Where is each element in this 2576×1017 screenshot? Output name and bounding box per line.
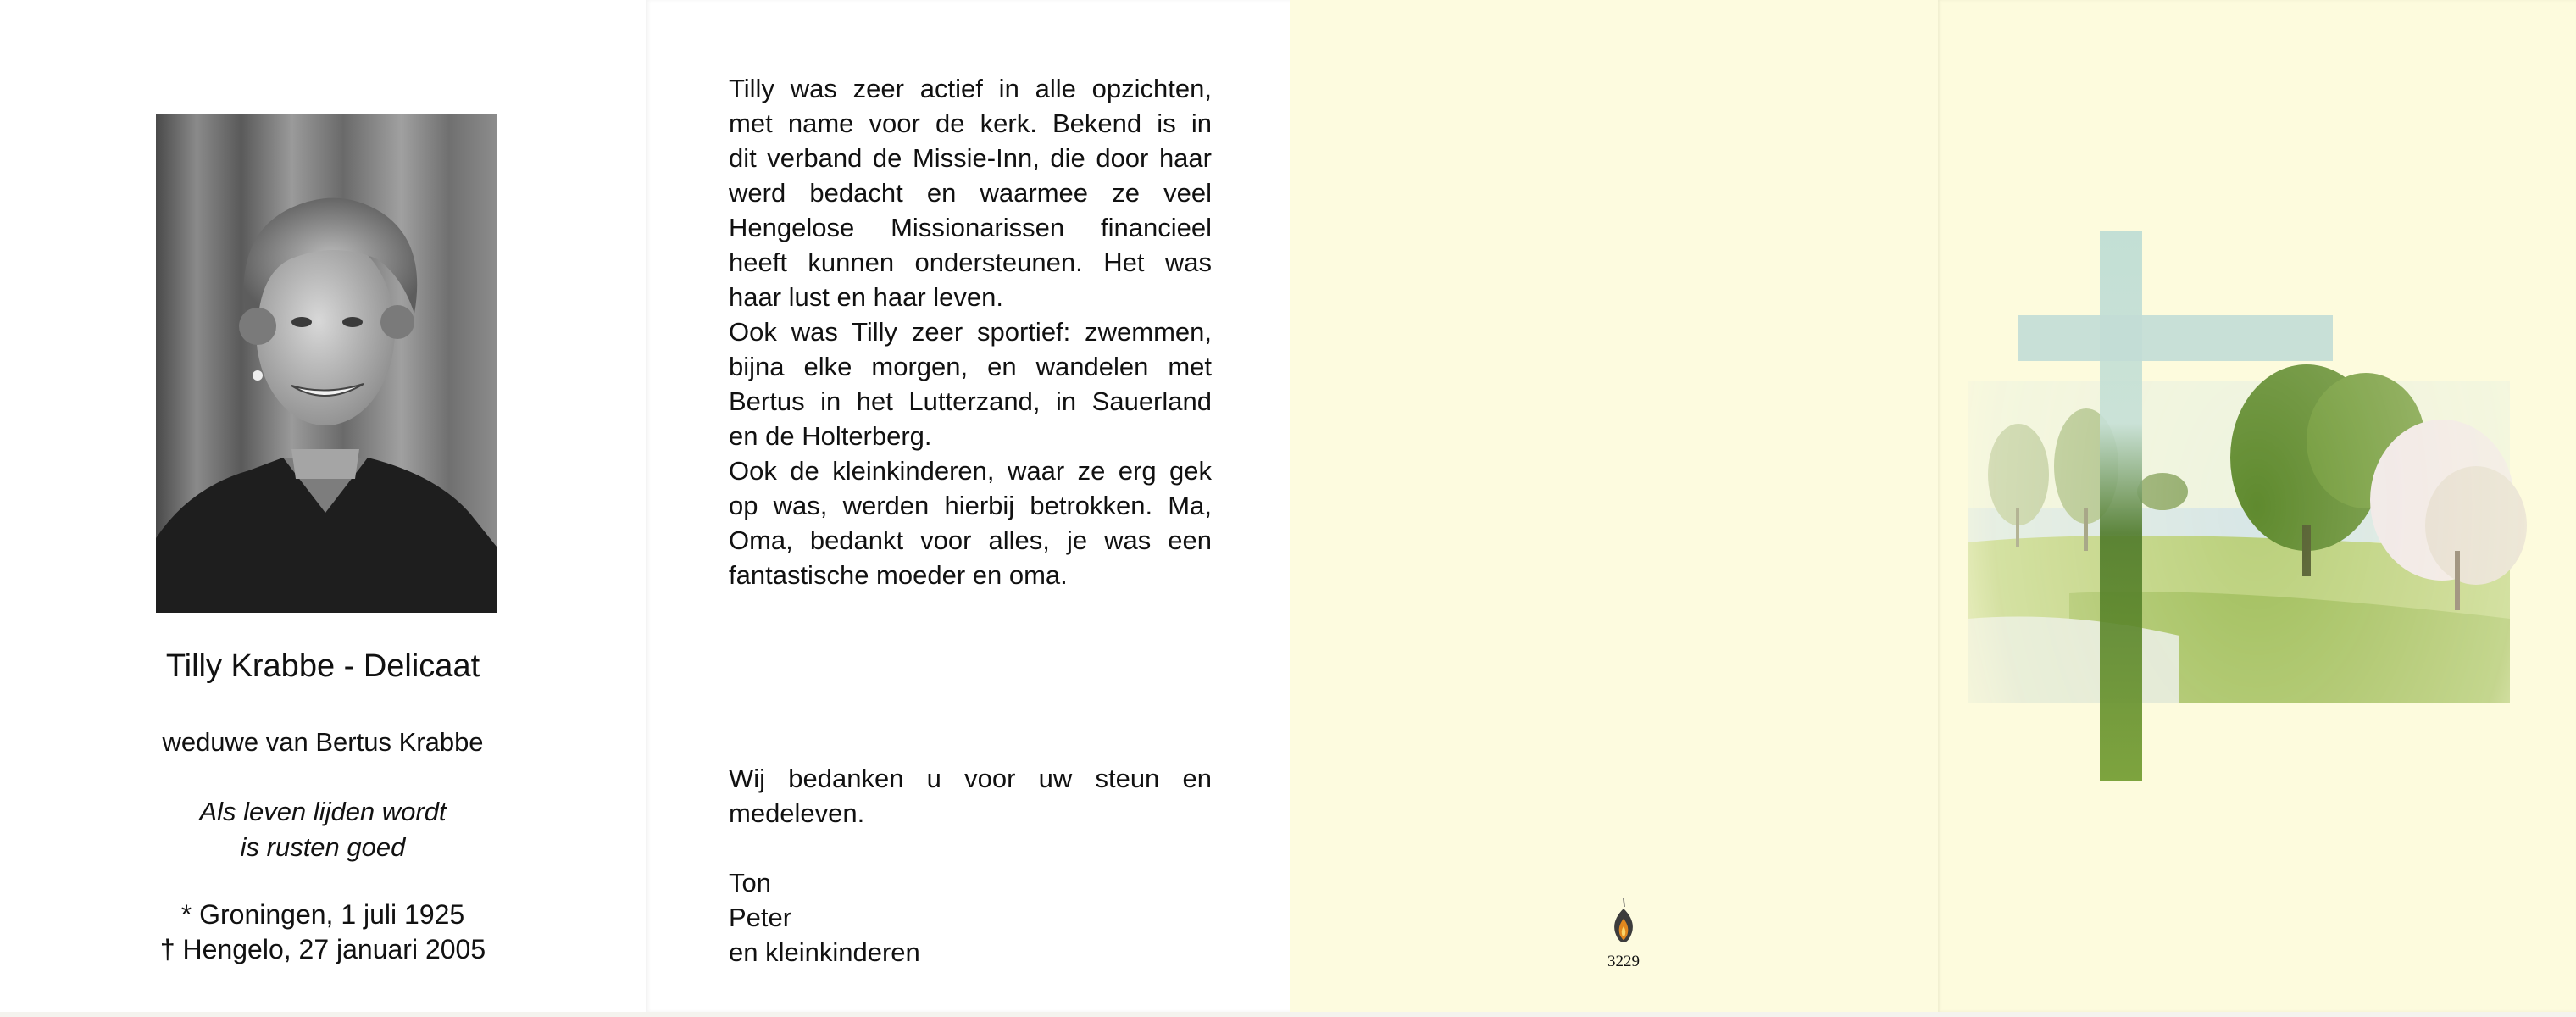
thanks-block xyxy=(729,761,1212,831)
cross-landscape xyxy=(1938,0,2576,1012)
birth-date: * Groningen, 1 juli 1925 xyxy=(180,899,465,930)
motto-line-1: Als leven lijden wordt xyxy=(199,797,447,826)
thanks-line-2: medeleven. xyxy=(729,798,865,828)
text-line: heeft kunnen ondersteunen. Het was xyxy=(729,247,1212,277)
text-line: Ook de kleinkinderen, waar ze erg gek xyxy=(729,456,1212,486)
back-panel xyxy=(1290,0,1938,1012)
tribute-paragraph xyxy=(729,71,1212,592)
text-line: bijna elke morgen, en wandelen met xyxy=(729,352,1212,381)
widow-of-text: weduwe van Bertus Krabbe xyxy=(162,727,484,757)
text-line: en de Holterberg. xyxy=(729,421,932,451)
text-line: dit verband de Missie-Inn, die door haar xyxy=(729,143,1212,173)
text-line: Tilly was zeer actief in alle opzichten, xyxy=(729,74,1212,103)
thanks-line-1: Wij bedanken u voor uw steun en xyxy=(729,764,1212,793)
text-line: fantastische moeder en oma. xyxy=(729,560,1068,590)
text-line: Bertus in het Lutterzand, in Sauerland xyxy=(729,386,1212,416)
text-line: op was, werden hierbij betrokken. Ma, xyxy=(729,491,1212,520)
text-panel xyxy=(646,0,1290,1012)
text-line: met name voor de kerk. Bekend is in xyxy=(729,108,1212,138)
portrait-photo xyxy=(156,114,497,613)
text-line: Hengelose Missionarissen financieel xyxy=(729,213,1212,242)
text-line: Oma, bedankt voor alles, je was een xyxy=(729,525,1212,555)
printer-code: 3229 xyxy=(1607,953,1640,970)
signatory: en kleinkinderen xyxy=(729,937,920,967)
motto-line-2: is rusten goed xyxy=(240,832,406,862)
signatories xyxy=(729,865,1212,970)
death-date: † Hengelo, 27 januari 2005 xyxy=(159,934,486,964)
cover-panel xyxy=(1938,0,2576,1012)
text-line: werd bedacht en waarmee ze veel xyxy=(729,178,1212,208)
text-line: haar lust en haar leven. xyxy=(729,282,1003,312)
portrait-panel xyxy=(0,0,646,1012)
text-line: Ook was Tilly zeer sportief: zwemmen, xyxy=(729,317,1212,347)
deceased-name: Tilly Krabbe - Delicaat xyxy=(165,648,480,684)
signatory: Ton xyxy=(729,868,771,898)
flame-icon xyxy=(1598,898,1649,946)
signatory: Peter xyxy=(729,903,792,932)
